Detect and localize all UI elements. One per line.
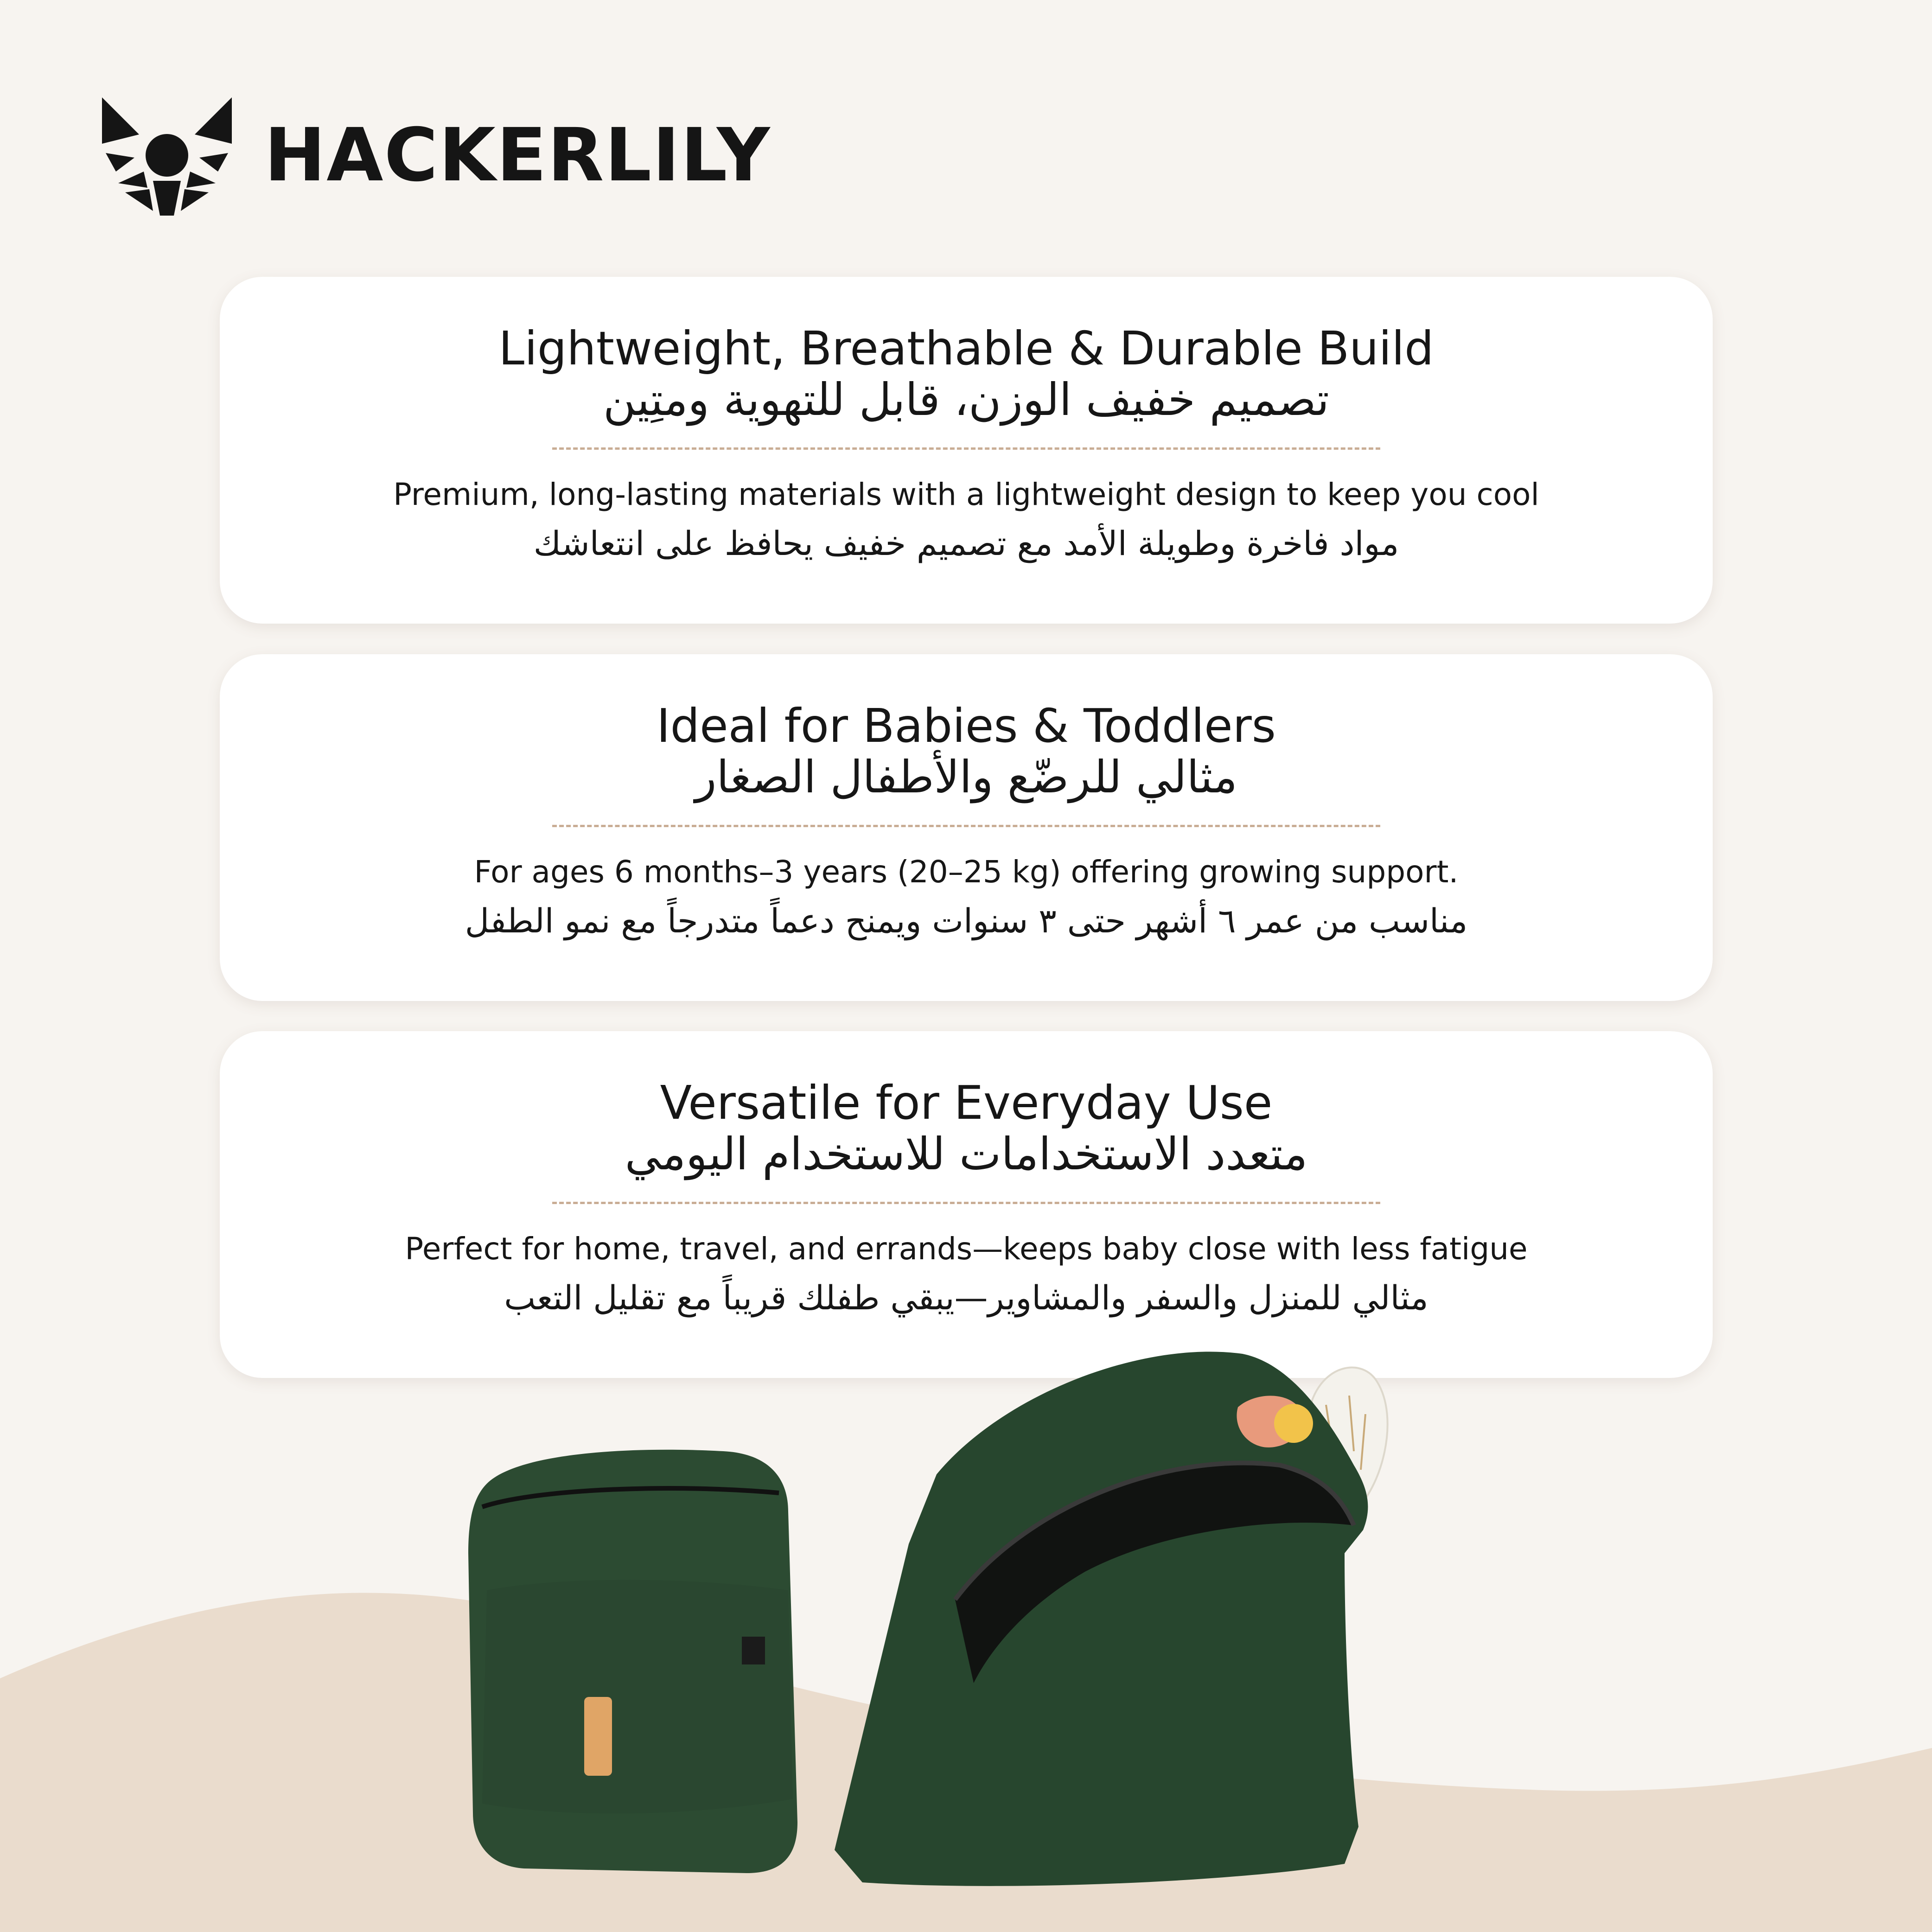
feature-description-ar: مناسب من عمر ٦ أشهر حتى ٣ سنوات ويمنح دعماً متدرجاً مع نمو الطفل	[465, 901, 1468, 940]
feature-description-ar: مثالي للمنزل والسفر والمشاوير—يبقي طفلك قريباً مع تقليل التعب	[504, 1278, 1428, 1317]
brand-logo[interactable]	[97, 93, 771, 218]
feature-title-en: Ideal for Babies & Toddlers	[657, 699, 1276, 753]
dashed-divider	[552, 825, 1380, 827]
cat-face-logo-icon	[97, 93, 236, 218]
feature-title-en: Lightweight, Breathable & Durable Build	[498, 321, 1434, 376]
feature-description-en: For ages 6 months–3 years (20–25 kg) offering growing support.	[474, 854, 1459, 890]
feature-description-ar: مواد فاخرة وطويلة الأمد مع تصميم خفيف يحافظ على انتعاشك	[533, 524, 1399, 563]
feature-title-en: Versatile for Everyday Use	[660, 1076, 1273, 1130]
brand-name: HACKERLILY	[264, 113, 771, 198]
hip-seat-baby-carrier-illustration	[445, 1312, 1586, 1910]
feature-description-en: Perfect for home, travel, and errands—keeps baby close with less fatigue	[405, 1231, 1528, 1267]
dashed-divider	[552, 447, 1380, 450]
feature-card-lightweight	[220, 277, 1713, 624]
feature-description-en: Premium, long-lasting materials with a lightweight design to keep you cool	[393, 477, 1539, 512]
feature-title-ar: تصميم خفيف الوزن، قابل للتهوية ومتِين	[603, 374, 1329, 426]
dashed-divider	[552, 1202, 1380, 1204]
feature-title-ar: مثالي للرضّع والأطفال الصغار	[695, 751, 1237, 803]
feature-title-ar: متعدد الاستخدامات للاستخدام اليومي	[625, 1128, 1308, 1180]
feature-card-babies-toddlers	[220, 654, 1713, 1001]
